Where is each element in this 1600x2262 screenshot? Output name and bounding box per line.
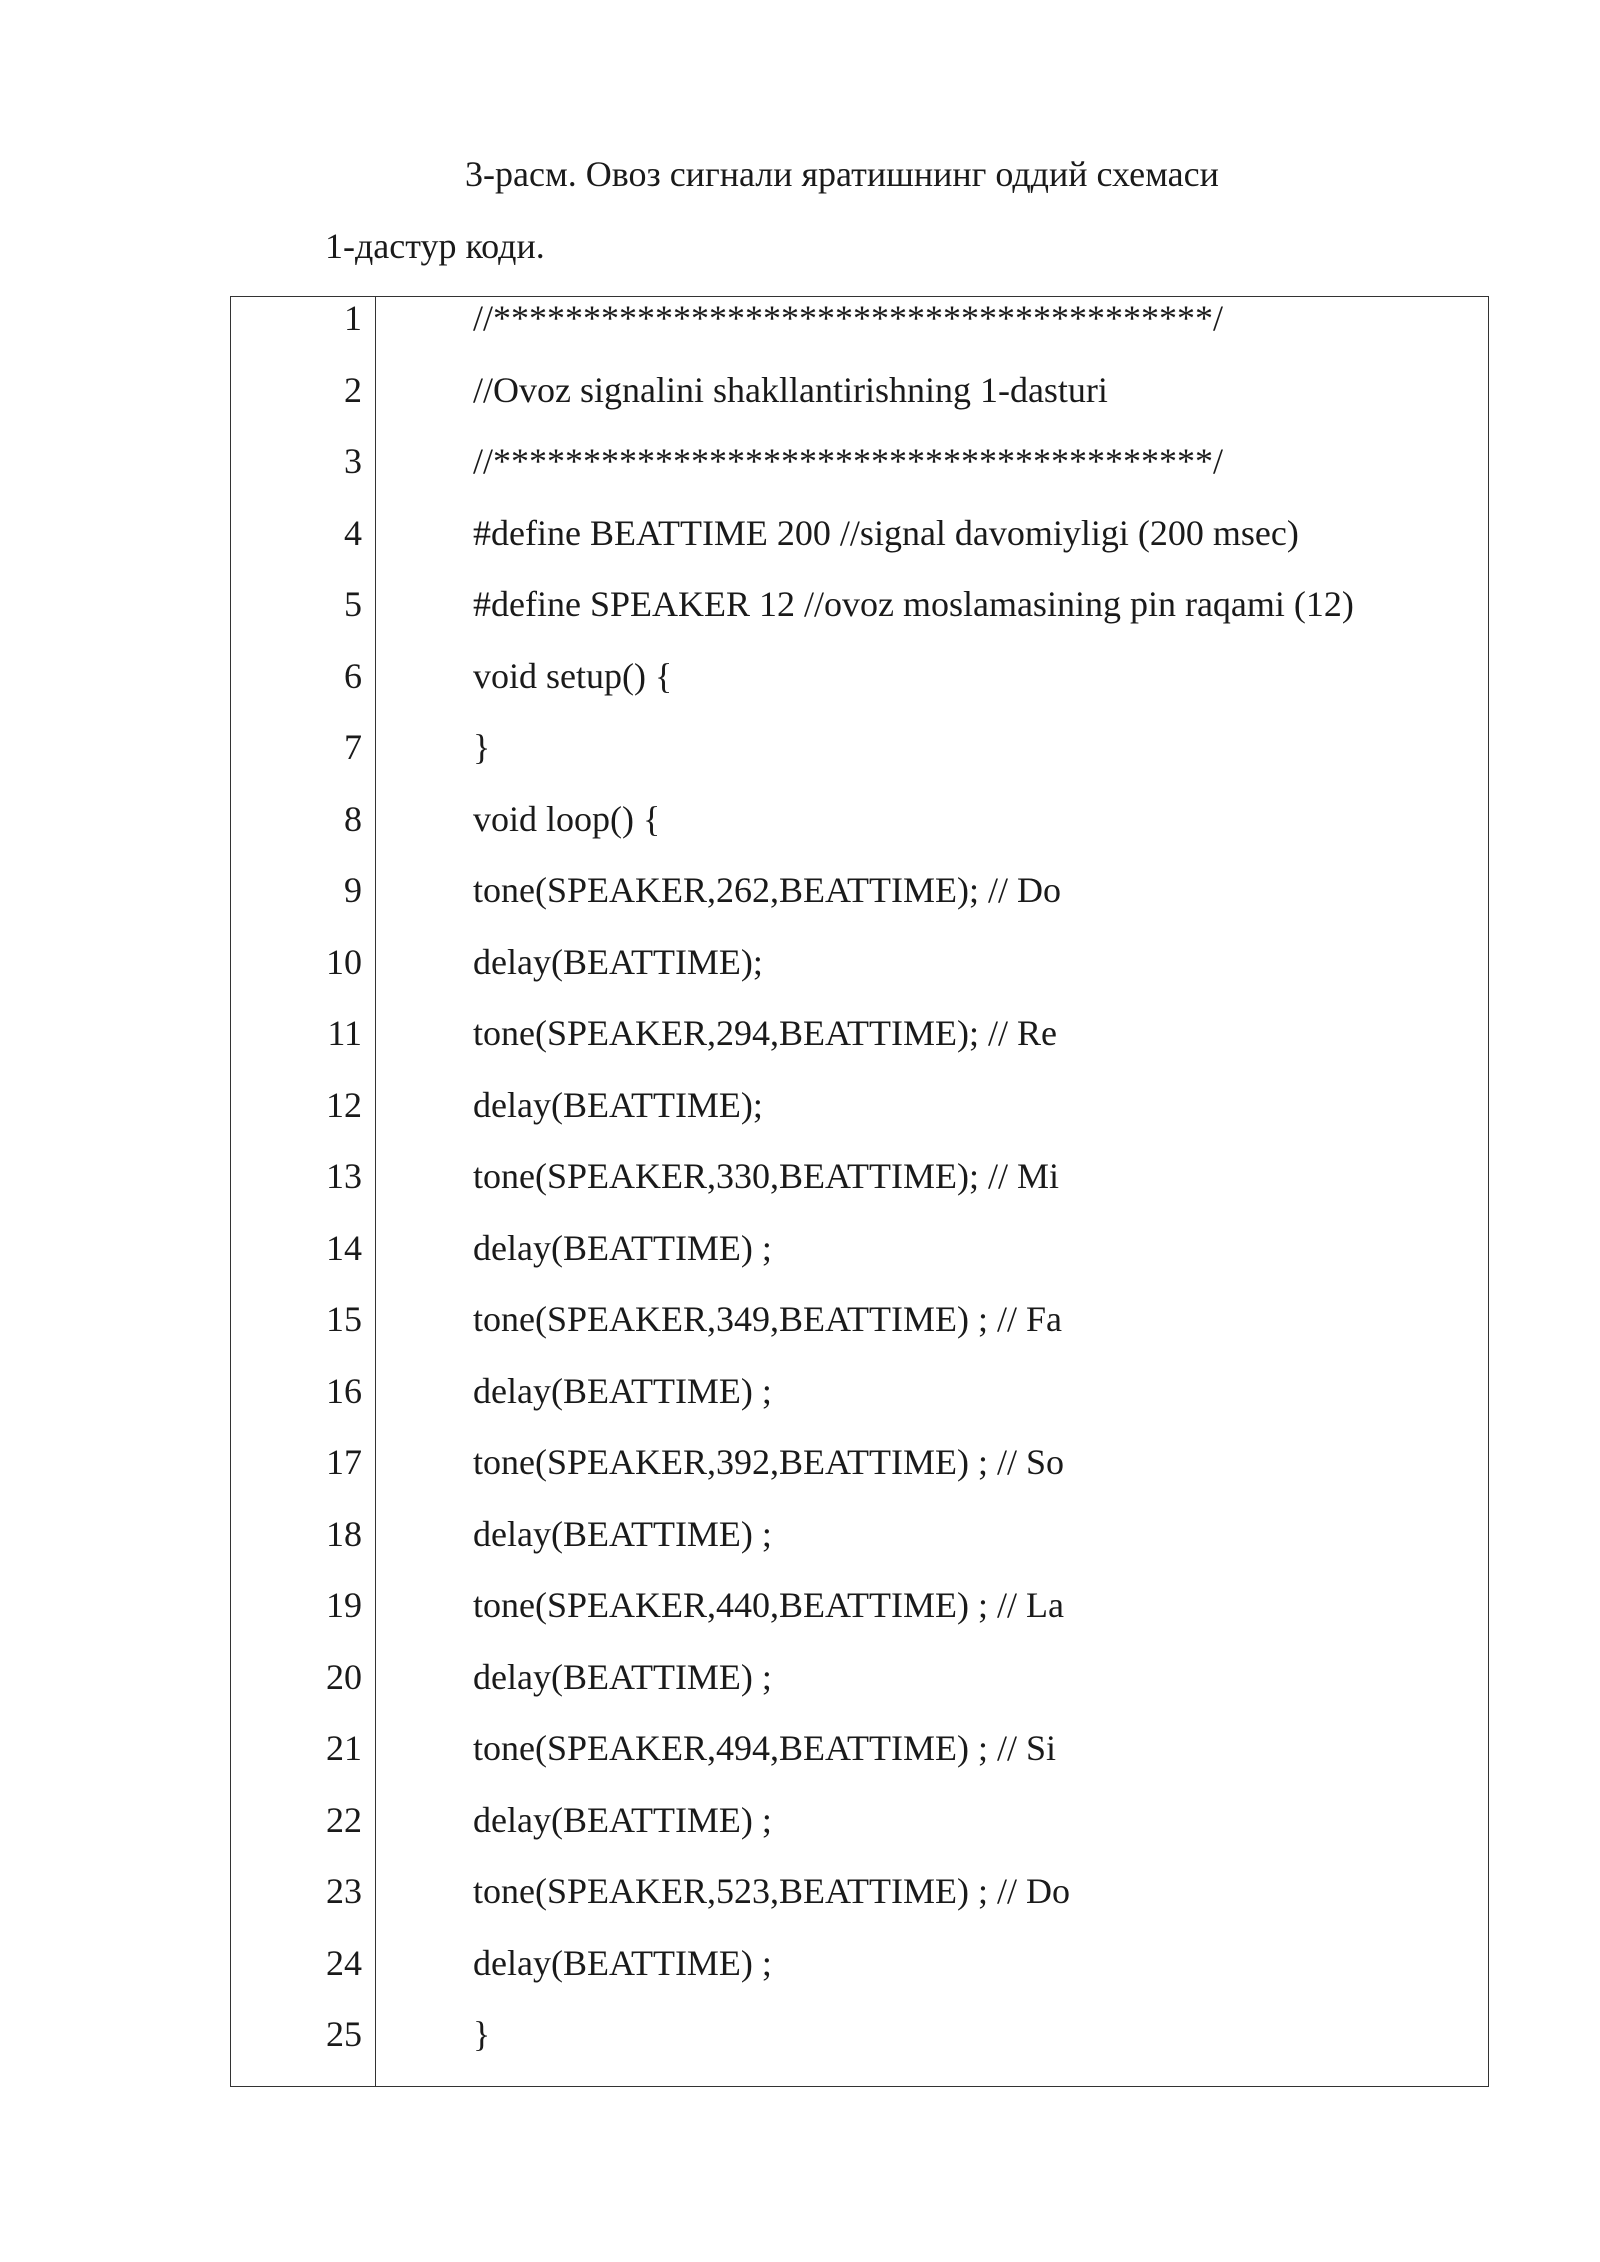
- code-text: delay(BEATTIME) ;: [473, 1656, 772, 1697]
- line-number: 25: [326, 2014, 362, 2054]
- line-number: 5: [344, 584, 362, 624]
- line-number: 16: [326, 1370, 362, 1411]
- code-text: delay(BEATTIME) ;: [473, 1370, 772, 1411]
- line-number: 14: [326, 1227, 362, 1268]
- code-row: [231, 1366, 1488, 1438]
- line-number: 1: [344, 298, 362, 338]
- code-row: [231, 1151, 1488, 1223]
- code-row: [231, 1294, 1488, 1366]
- code-text: tone(SPEAKER,523,BEATTIME) ; // Do: [473, 1871, 1070, 1911]
- line-number: 21: [326, 1728, 362, 1768]
- code-text: }: [473, 727, 491, 767]
- code-row: [231, 1509, 1488, 1581]
- code-text: #define SPEAKER 12 //ovoz moslamasining pin raqami (12): [473, 584, 1354, 624]
- code-text: delay(BEATTIME) ;: [473, 1942, 772, 1983]
- code-text: tone(SPEAKER,262,BEATTIME); // Do: [473, 870, 1061, 910]
- code-listing-table: [230, 296, 1489, 2087]
- code-text: //****************************************/: [473, 441, 1224, 481]
- line-number: 7: [344, 727, 362, 767]
- code-row: [231, 937, 1488, 1009]
- code-row: [231, 865, 1488, 937]
- line-number: 17: [326, 1442, 362, 1482]
- line-number: 20: [326, 1656, 362, 1697]
- code-text: tone(SPEAKER,440,BEATTIME) ; // La: [473, 1585, 1064, 1625]
- line-number: 2: [344, 369, 362, 410]
- line-number: 6: [344, 655, 362, 696]
- code-row: [231, 1580, 1488, 1652]
- code-row: [231, 1652, 1488, 1724]
- code-row: [231, 293, 1488, 365]
- code-row: [231, 508, 1488, 580]
- code-row: [231, 1008, 1488, 1080]
- code-row: [231, 579, 1488, 651]
- code-text: tone(SPEAKER,330,BEATTIME); // Mi: [473, 1156, 1059, 1196]
- line-number: 3: [344, 441, 362, 481]
- code-rows: [231, 293, 1488, 2081]
- code-text: }: [473, 2014, 491, 2054]
- line-number: 8: [344, 798, 362, 839]
- code-row: [231, 1795, 1488, 1867]
- code-row: [231, 1866, 1488, 1938]
- code-row: [231, 1223, 1488, 1295]
- line-number: 12: [326, 1084, 362, 1125]
- code-row: [231, 436, 1488, 508]
- code-text: //****************************************/: [473, 298, 1224, 338]
- code-text: void setup() {: [473, 655, 673, 696]
- code-row: [231, 1723, 1488, 1795]
- code-row: [231, 1938, 1488, 2010]
- line-number: 24: [326, 1942, 362, 1983]
- listing-title: 1-дастур коди.: [325, 226, 545, 266]
- code-text: //Ovoz signalini shakllantirishning 1-dasturi: [473, 369, 1108, 410]
- code-text: tone(SPEAKER,349,BEATTIME) ; // Fa: [473, 1299, 1062, 1339]
- line-number: 19: [326, 1585, 362, 1625]
- code-row: [231, 365, 1488, 437]
- line-number: 9: [344, 870, 362, 910]
- code-text: delay(BEATTIME) ;: [473, 1513, 772, 1554]
- code-text: tone(SPEAKER,494,BEATTIME) ; // Si: [473, 1728, 1056, 1768]
- code-text: #define BEATTIME 200 //signal davomiyligi (200 msec): [473, 512, 1299, 553]
- code-row: [231, 2009, 1488, 2081]
- line-number: 10: [326, 941, 362, 982]
- code-text: tone(SPEAKER,294,BEATTIME); // Re: [473, 1013, 1057, 1053]
- line-number: 23: [326, 1871, 362, 1911]
- code-row: [231, 1437, 1488, 1509]
- code-text: delay(BEATTIME);: [473, 1084, 763, 1125]
- line-number: 22: [326, 1799, 362, 1840]
- code-text: tone(SPEAKER,392,BEATTIME) ; // So: [473, 1442, 1064, 1482]
- code-row: [231, 651, 1488, 723]
- code-row: [231, 722, 1488, 794]
- code-text: delay(BEATTIME);: [473, 941, 763, 982]
- line-number: 18: [326, 1513, 362, 1554]
- code-row: [231, 1080, 1488, 1152]
- line-number: 4: [344, 512, 362, 553]
- line-number: 15: [326, 1299, 362, 1339]
- code-text: delay(BEATTIME) ;: [473, 1227, 772, 1268]
- code-text: delay(BEATTIME) ;: [473, 1799, 772, 1840]
- code-text: void loop() {: [473, 798, 661, 839]
- code-row: [231, 794, 1488, 866]
- line-number: 11: [327, 1013, 362, 1053]
- line-number: 13: [326, 1156, 362, 1196]
- figure-caption: 3-расм. Овоз сигнали яратишнинг оддий схемаси: [465, 154, 1219, 194]
